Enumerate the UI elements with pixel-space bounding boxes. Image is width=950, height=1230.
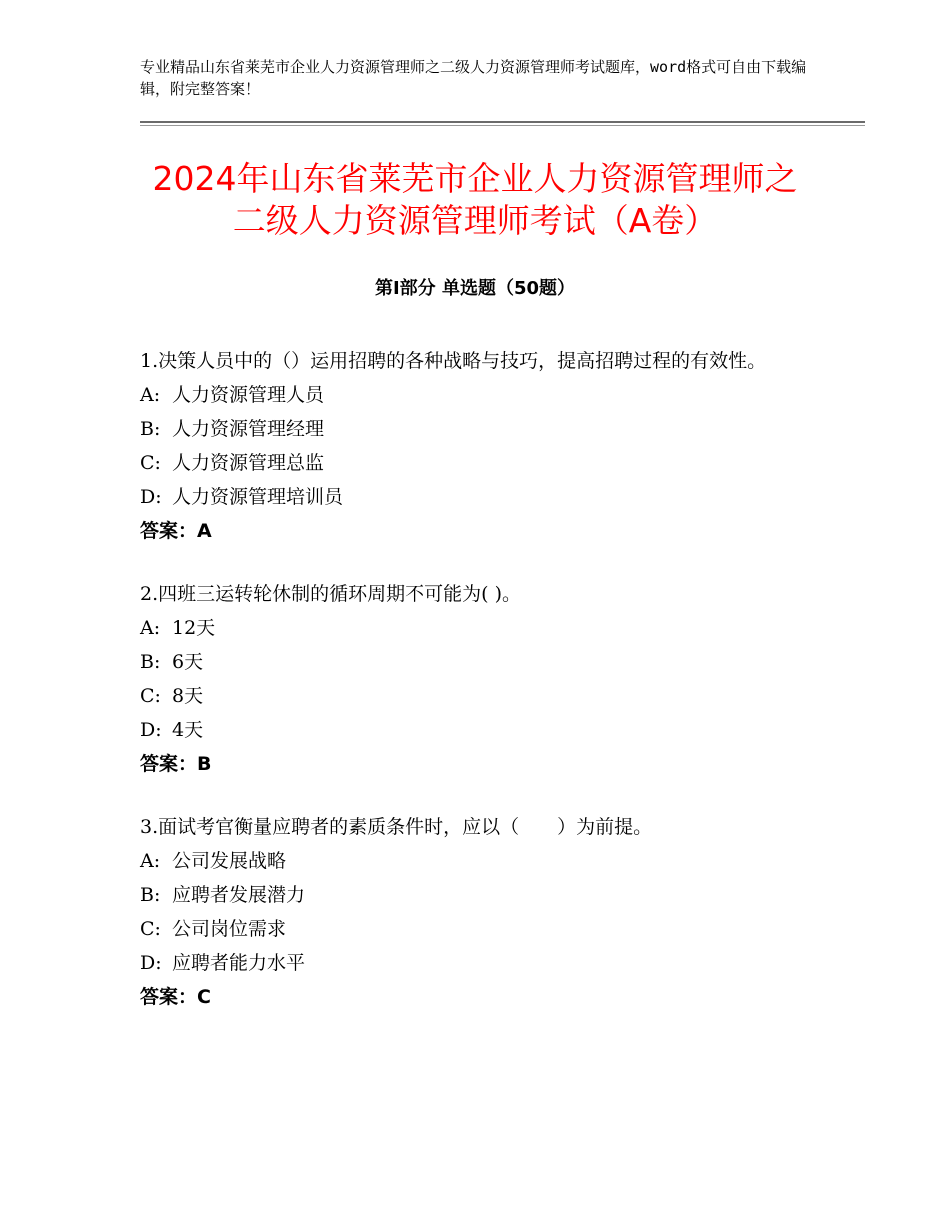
option-text: 应聘者能力水平 [172,952,306,974]
option-text: 公司岗位需求 [172,918,287,940]
question-2 [140,577,830,781]
option-b [140,645,830,679]
question-stem: 2.四班三运转轮休制的循环周期不可能为( )。 [140,583,521,605]
option-letter: C: [140,452,161,474]
document-title-line-2: 二级人力资源管理师考试（A卷） [232,201,718,240]
option-text: 人力资源管理培训员 [172,486,344,508]
option-c [140,679,830,713]
answer: 答案：C [140,986,211,1008]
question-1 [140,344,830,548]
answer: 答案：B [140,753,212,775]
document-title [120,158,830,242]
option-letter: A: [140,617,161,639]
option-letter: C: [140,685,161,707]
option-text: 应聘者发展潜力 [172,884,306,906]
option-text: 12天 [172,617,216,639]
option-a [140,844,830,878]
option-letter: B: [140,651,161,673]
header-rule-thick [140,121,865,123]
option-letter: D: [140,952,162,974]
section-title: 第Ⅰ部分 单选题（50题） [374,278,575,299]
document-title-line-1: 2024年山东省莱芜市企业人力资源管理师之 [152,159,798,198]
header-note: 专业精品山东省莱芜市企业人力资源管理师之二级人力资源管理师考试题库，word格式可自由下载编辑，附完整答案！ [140,58,807,98]
option-a [140,611,830,645]
option-c [140,446,830,480]
question-list [140,344,830,1043]
option-d [140,480,830,514]
option-text: 人力资源管理总监 [172,452,325,474]
option-text: 4天 [172,719,204,741]
option-text: 6天 [172,651,204,673]
option-text: 8天 [172,685,204,707]
option-text: 公司发展战略 [172,850,287,872]
option-b [140,412,830,446]
option-letter: D: [140,719,162,741]
option-letter: D: [140,486,162,508]
header-rule-thin [140,125,865,126]
option-d [140,946,830,980]
option-letter: B: [140,884,161,906]
option-c [140,912,830,946]
question-3 [140,810,830,1014]
option-b [140,878,830,912]
option-letter: A: [140,850,161,872]
option-text: 人力资源管理人员 [172,384,325,406]
option-d [140,713,830,747]
question-stem: 1.决策人员中的（）运用招聘的各种战略与技巧，提高招聘过程的有效性。 [140,350,767,372]
option-text: 人力资源管理经理 [172,418,325,440]
option-a [140,378,830,412]
option-letter: A: [140,384,161,406]
question-stem: 3.面试考官衡量应聘者的素质条件时，应以（ ）为前提。 [140,816,653,838]
answer: 答案：A [140,520,212,542]
option-letter: C: [140,918,161,940]
option-letter: B: [140,418,161,440]
